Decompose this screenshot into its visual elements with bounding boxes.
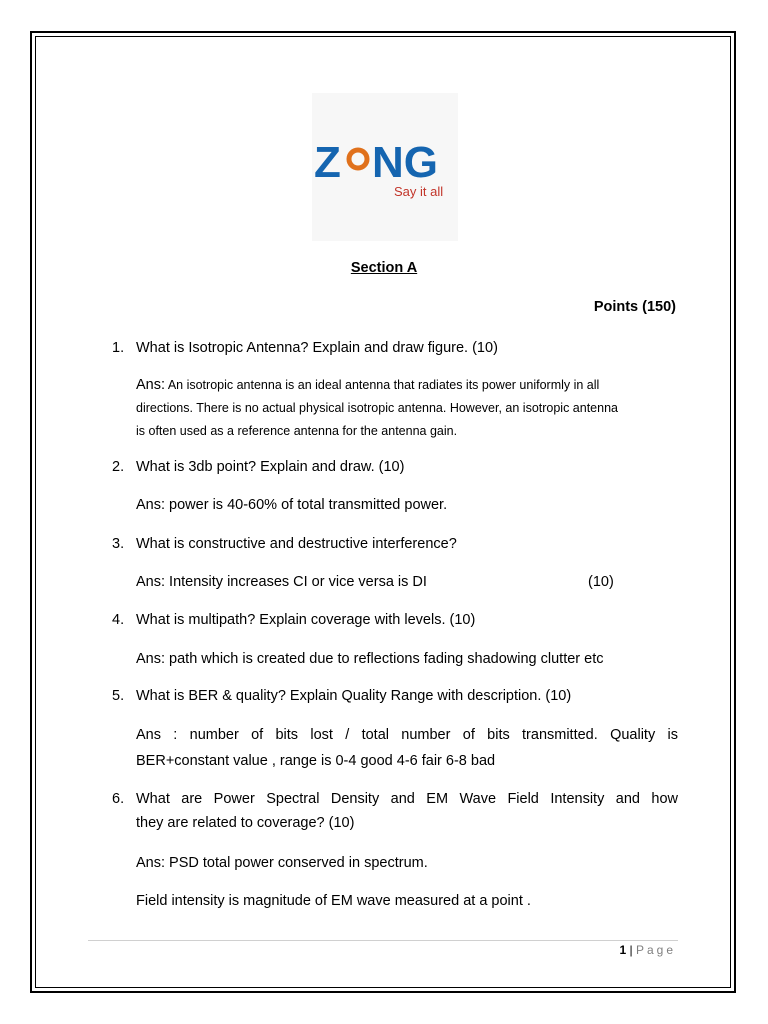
answer-text: Ans: Intensity increases CI or vice versa is DI	[136, 574, 427, 590]
question-4	[112, 608, 678, 632]
question-text: What is multipath? Explain coverage with levels. (10)	[136, 612, 476, 628]
question-1	[112, 336, 678, 360]
footer-divider	[88, 940, 678, 941]
answer-6-continued: Field intensity is magnitude of EM wave measured at a point .	[136, 893, 531, 909]
question-number: 3.	[112, 536, 125, 552]
question-number: 1.	[112, 340, 125, 356]
question-2	[112, 455, 678, 479]
question-text: What are Power Spectral Density and EM Wave Field Intensity and how	[136, 791, 678, 807]
question-number: 4.	[112, 612, 125, 628]
page-number: 1	[619, 943, 627, 957]
logo-o-ring	[349, 150, 367, 168]
answer-lead: Ans:	[136, 377, 166, 393]
question-text: What is 3db point? Explain and draw. (10)	[136, 459, 405, 475]
points-label: Points (150)	[593, 299, 676, 315]
section-title: Section A	[350, 260, 418, 276]
answer-5	[136, 722, 678, 774]
answer-2: Ans: power is 40-60% of total transmitted power.	[136, 497, 448, 513]
question-number: 5.	[112, 688, 125, 704]
question-3	[112, 532, 678, 556]
answer-line: is often used as a reference antenna for the antenna gain.	[136, 424, 458, 438]
page-word: Page	[635, 943, 676, 957]
logo-tagline: Say it all	[394, 184, 444, 199]
logo-letter-z: Z	[314, 138, 341, 187]
answer-line: An isotropic antenna is an ideal antenna that radiates its power uniformly in all	[167, 378, 600, 392]
logo-letters-ng: NG	[372, 138, 438, 187]
question-number: 6.	[112, 791, 125, 807]
question-text: What is BER & quality? Explain Quality Range with description. (10)	[136, 688, 572, 704]
answer-line: directions. There is no actual physical isotropic antenna. However, an isotropic antenna	[136, 401, 618, 415]
page-footer	[619, 943, 676, 957]
answer-1	[136, 374, 678, 443]
footer-separator: |	[629, 943, 633, 957]
question-5	[112, 684, 678, 708]
question-number: 2.	[112, 459, 125, 475]
zong-logo-graphic	[312, 93, 458, 241]
answer-line: BER+constant value , range is 0-4 good 4-6 fair 6-8 bad	[136, 753, 496, 769]
answer-6: Ans: PSD total power conserved in spectrum.	[136, 855, 428, 871]
question-6	[112, 787, 678, 835]
question-text: What is Isotropic Antenna? Explain and draw figure. (10)	[136, 340, 498, 356]
question-text: What is constructive and destructive interference?	[136, 536, 457, 552]
question-text: they are related to coverage? (10)	[136, 815, 355, 831]
marks-3: (10)	[588, 574, 614, 590]
answer-line: Ans : number of bits lost / total number of bits transmitted. Quality is	[136, 727, 678, 743]
answer-4: Ans: path which is created due to reflections fading shadowing clutter etc	[136, 651, 604, 667]
zong-logo	[312, 93, 458, 241]
